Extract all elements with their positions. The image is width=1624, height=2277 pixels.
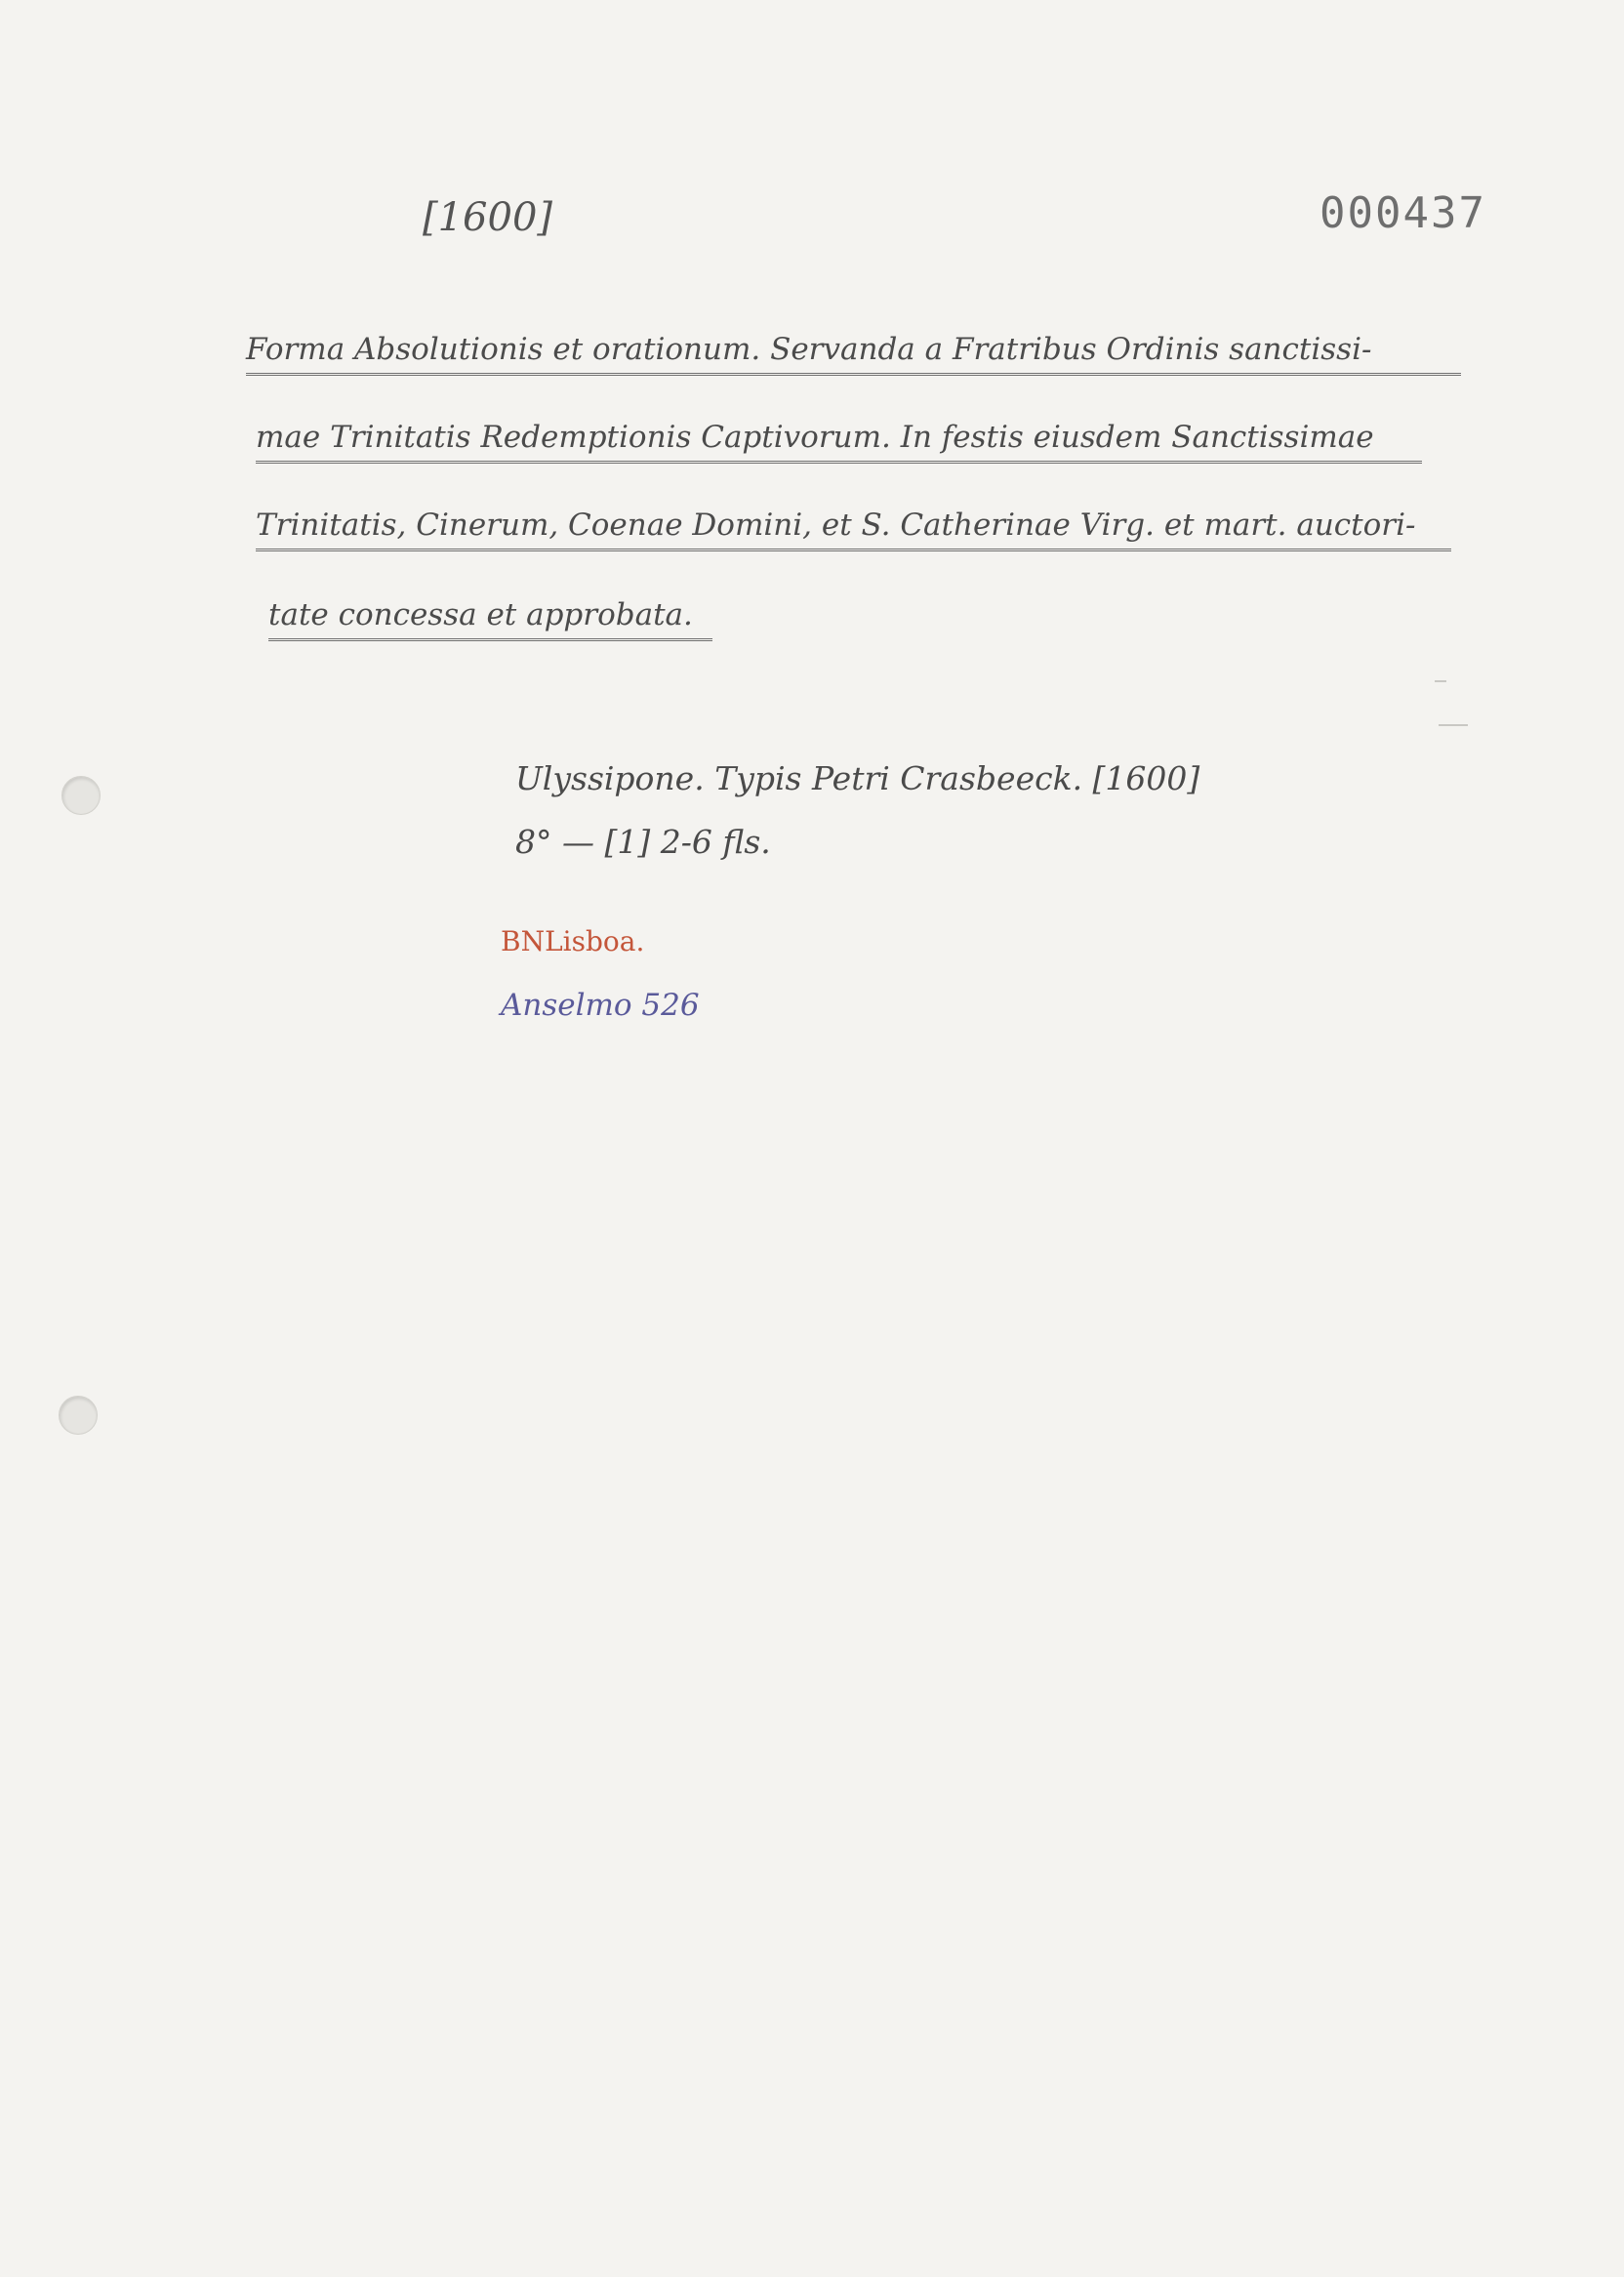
title-line: Forma Absolutionis et orationum. Servanda a Fratribus Ordinis sanctissi-: [246, 332, 1461, 376]
title-line: tate concessa et approbata.: [268, 597, 712, 641]
margin-mark: [1439, 724, 1468, 726]
margin-mark: [1435, 680, 1446, 682]
format-line: 8° — [1] 2-6 fls.: [515, 823, 771, 861]
title-line: mae Trinitatis Redemptionis Captivorum. In festis eiusdem Sanctissimae: [256, 420, 1422, 464]
reference-note: Anselmo 526: [501, 988, 700, 1023]
imprint-line: Ulyssipone. Typis Petri Crasbeeck. [1600]: [515, 759, 1200, 797]
title-line: Trinitatis, Cinerum, Coenae Domini, et S. Catherinae Virg. et mart. auctori-: [256, 508, 1451, 551]
punch-hole: [61, 776, 101, 815]
date-note: [1600]: [423, 195, 553, 240]
punch-hole: [59, 1396, 98, 1435]
record-number-stamp: 000437: [1320, 188, 1486, 238]
library-note: BNLisboa.: [501, 925, 645, 957]
